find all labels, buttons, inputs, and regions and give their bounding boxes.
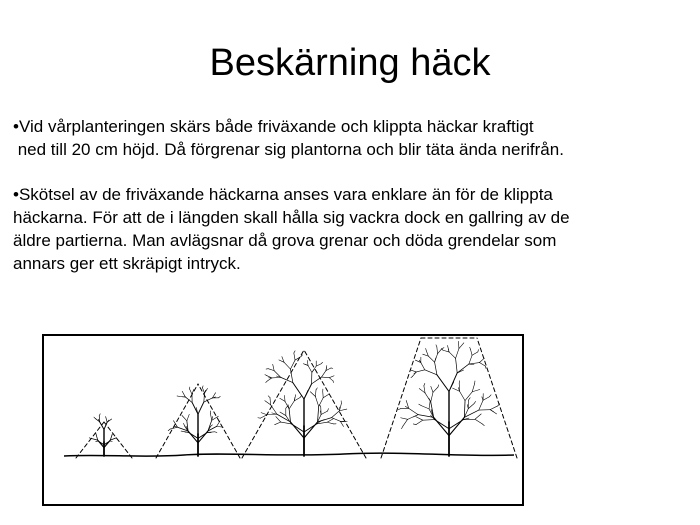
branch [91, 438, 97, 440]
twig [321, 362, 322, 363]
branch [326, 368, 331, 370]
twig [468, 398, 470, 400]
branch [437, 347, 438, 354]
branch [468, 404, 474, 409]
twig [202, 386, 203, 388]
branch [290, 360, 295, 369]
branch [308, 366, 312, 373]
twig [411, 376, 413, 377]
branch [319, 398, 324, 407]
branch [316, 364, 321, 366]
branch [182, 415, 187, 420]
twig [214, 432, 216, 433]
branch [425, 370, 437, 375]
branch [293, 383, 304, 399]
branch [416, 417, 423, 421]
branch [460, 391, 465, 400]
branch [463, 409, 468, 420]
branch [456, 358, 458, 373]
twig [294, 351, 295, 353]
branch [469, 355, 472, 364]
branch [280, 412, 286, 416]
branch [332, 418, 341, 422]
branch [479, 363, 485, 367]
twig [441, 349, 443, 351]
branch [464, 401, 465, 418]
branch [431, 386, 433, 392]
branch [322, 377, 330, 378]
twig [219, 396, 221, 397]
branch [289, 409, 290, 422]
branch [96, 434, 98, 441]
branch [401, 418, 408, 420]
branch [321, 411, 327, 414]
branch [106, 417, 108, 423]
branch [210, 413, 211, 420]
branch [472, 384, 474, 392]
branch [329, 376, 334, 378]
slide-title: Beskärning häck [209, 42, 491, 84]
twig [184, 423, 185, 426]
pruning-outline [381, 338, 421, 458]
twig [490, 410, 493, 412]
twig [328, 409, 329, 411]
branch [307, 360, 308, 365]
branch [416, 420, 423, 424]
pruning-outline [304, 350, 366, 458]
branch [284, 395, 285, 401]
branch [475, 414, 481, 419]
twig [485, 366, 486, 368]
branch [277, 414, 290, 422]
branch [472, 352, 478, 355]
twig [442, 348, 444, 349]
twig [320, 404, 321, 406]
branch [315, 396, 318, 406]
branch [332, 411, 340, 418]
twig [469, 364, 474, 365]
branch [327, 419, 333, 422]
branch [339, 409, 346, 411]
branch [416, 370, 424, 372]
paragraph-line: häckarna. För att de i längden skall hålla sig vackra dock en gallring av de [13, 208, 570, 227]
branch [281, 422, 292, 424]
branch [198, 402, 204, 414]
twig [413, 424, 416, 425]
twig [268, 396, 270, 398]
branch [479, 358, 484, 362]
paragraph-line: ned till 20 cm höjd. Då förgrenar sig plantorna och blir täta ända nerifrån. [13, 140, 564, 159]
branch [267, 378, 272, 381]
branch [327, 422, 334, 424]
paragraph-maintenance [13, 183, 693, 275]
branch [281, 377, 293, 382]
branch [260, 415, 267, 418]
branch [182, 391, 185, 397]
twig [424, 383, 425, 385]
branch [190, 389, 192, 394]
pruning-outline [76, 422, 104, 458]
branch [273, 364, 274, 370]
paragraph-line: •Vid vårplanteringen skärs både friväxande och klippta häckar kraftigt [13, 117, 534, 136]
paragraph-line: äldre partierna. Man avlägsnar då grova grenar och döda grendelar som [13, 231, 557, 250]
branch [472, 389, 480, 391]
branch [421, 406, 429, 409]
branch [464, 410, 478, 417]
pruning-outline [104, 422, 132, 458]
branch [315, 390, 316, 397]
twig [286, 406, 288, 408]
branch [294, 353, 295, 360]
branch [438, 349, 442, 354]
pruned-hedge-stages-icon [44, 336, 522, 504]
twig [449, 382, 454, 392]
branch [403, 419, 408, 426]
branch [421, 363, 425, 370]
branch [268, 369, 274, 371]
twig [99, 414, 100, 416]
branch [276, 417, 281, 423]
twig [470, 347, 471, 349]
branch [465, 392, 472, 401]
paragraph-line: •Skötsel av de friväxande häckarna anses vara enklare än för de klippta [13, 185, 553, 204]
branch [322, 370, 327, 377]
paragraph-line: annars ger ett skräpigt intryck. [13, 254, 241, 273]
hedge-pruning-illustration [42, 334, 524, 506]
twig [300, 396, 301, 398]
twig [304, 390, 308, 399]
twig [436, 345, 437, 347]
branch [312, 377, 322, 384]
branch [411, 370, 416, 372]
branch [284, 362, 290, 369]
paragraph-planting [13, 115, 693, 161]
twig [94, 417, 95, 418]
twig [482, 424, 484, 426]
twig [168, 429, 170, 431]
branch [479, 400, 483, 410]
twig [398, 409, 401, 410]
branch [217, 421, 220, 426]
branch [428, 356, 434, 362]
branch [483, 397, 489, 401]
branch [270, 398, 271, 405]
branch [443, 350, 449, 352]
branch [187, 414, 189, 421]
twig [489, 395, 491, 397]
branch [423, 420, 435, 421]
branch [433, 387, 438, 392]
branch [202, 388, 204, 393]
branch [340, 421, 343, 426]
branch [323, 394, 329, 398]
branch [261, 413, 267, 415]
branch [185, 397, 192, 403]
branch [457, 364, 469, 373]
branch [449, 352, 456, 358]
branch [456, 349, 459, 359]
branch [431, 392, 433, 402]
twig [402, 426, 403, 429]
twig [312, 369, 314, 372]
branch [471, 349, 473, 355]
twig [265, 375, 267, 376]
twig [316, 388, 317, 390]
twig [419, 404, 422, 406]
branch [490, 406, 497, 410]
branch [265, 401, 271, 405]
branch [272, 377, 281, 378]
branch [409, 408, 418, 414]
branch [280, 398, 285, 401]
branch [285, 401, 289, 409]
branch [469, 363, 480, 365]
branch [475, 419, 482, 423]
branch [192, 402, 198, 414]
branch [329, 378, 333, 381]
ground-line [64, 453, 514, 456]
branch [437, 375, 449, 392]
twig [211, 425, 213, 427]
branch [310, 392, 315, 397]
twig [426, 348, 427, 350]
branch [289, 401, 294, 409]
branch [429, 401, 430, 409]
branch [275, 422, 281, 425]
twig [478, 350, 479, 352]
twig [438, 385, 439, 387]
branch [429, 409, 435, 420]
branch [459, 343, 464, 349]
branch [435, 362, 437, 375]
twig [474, 401, 476, 403]
twig [266, 381, 267, 382]
